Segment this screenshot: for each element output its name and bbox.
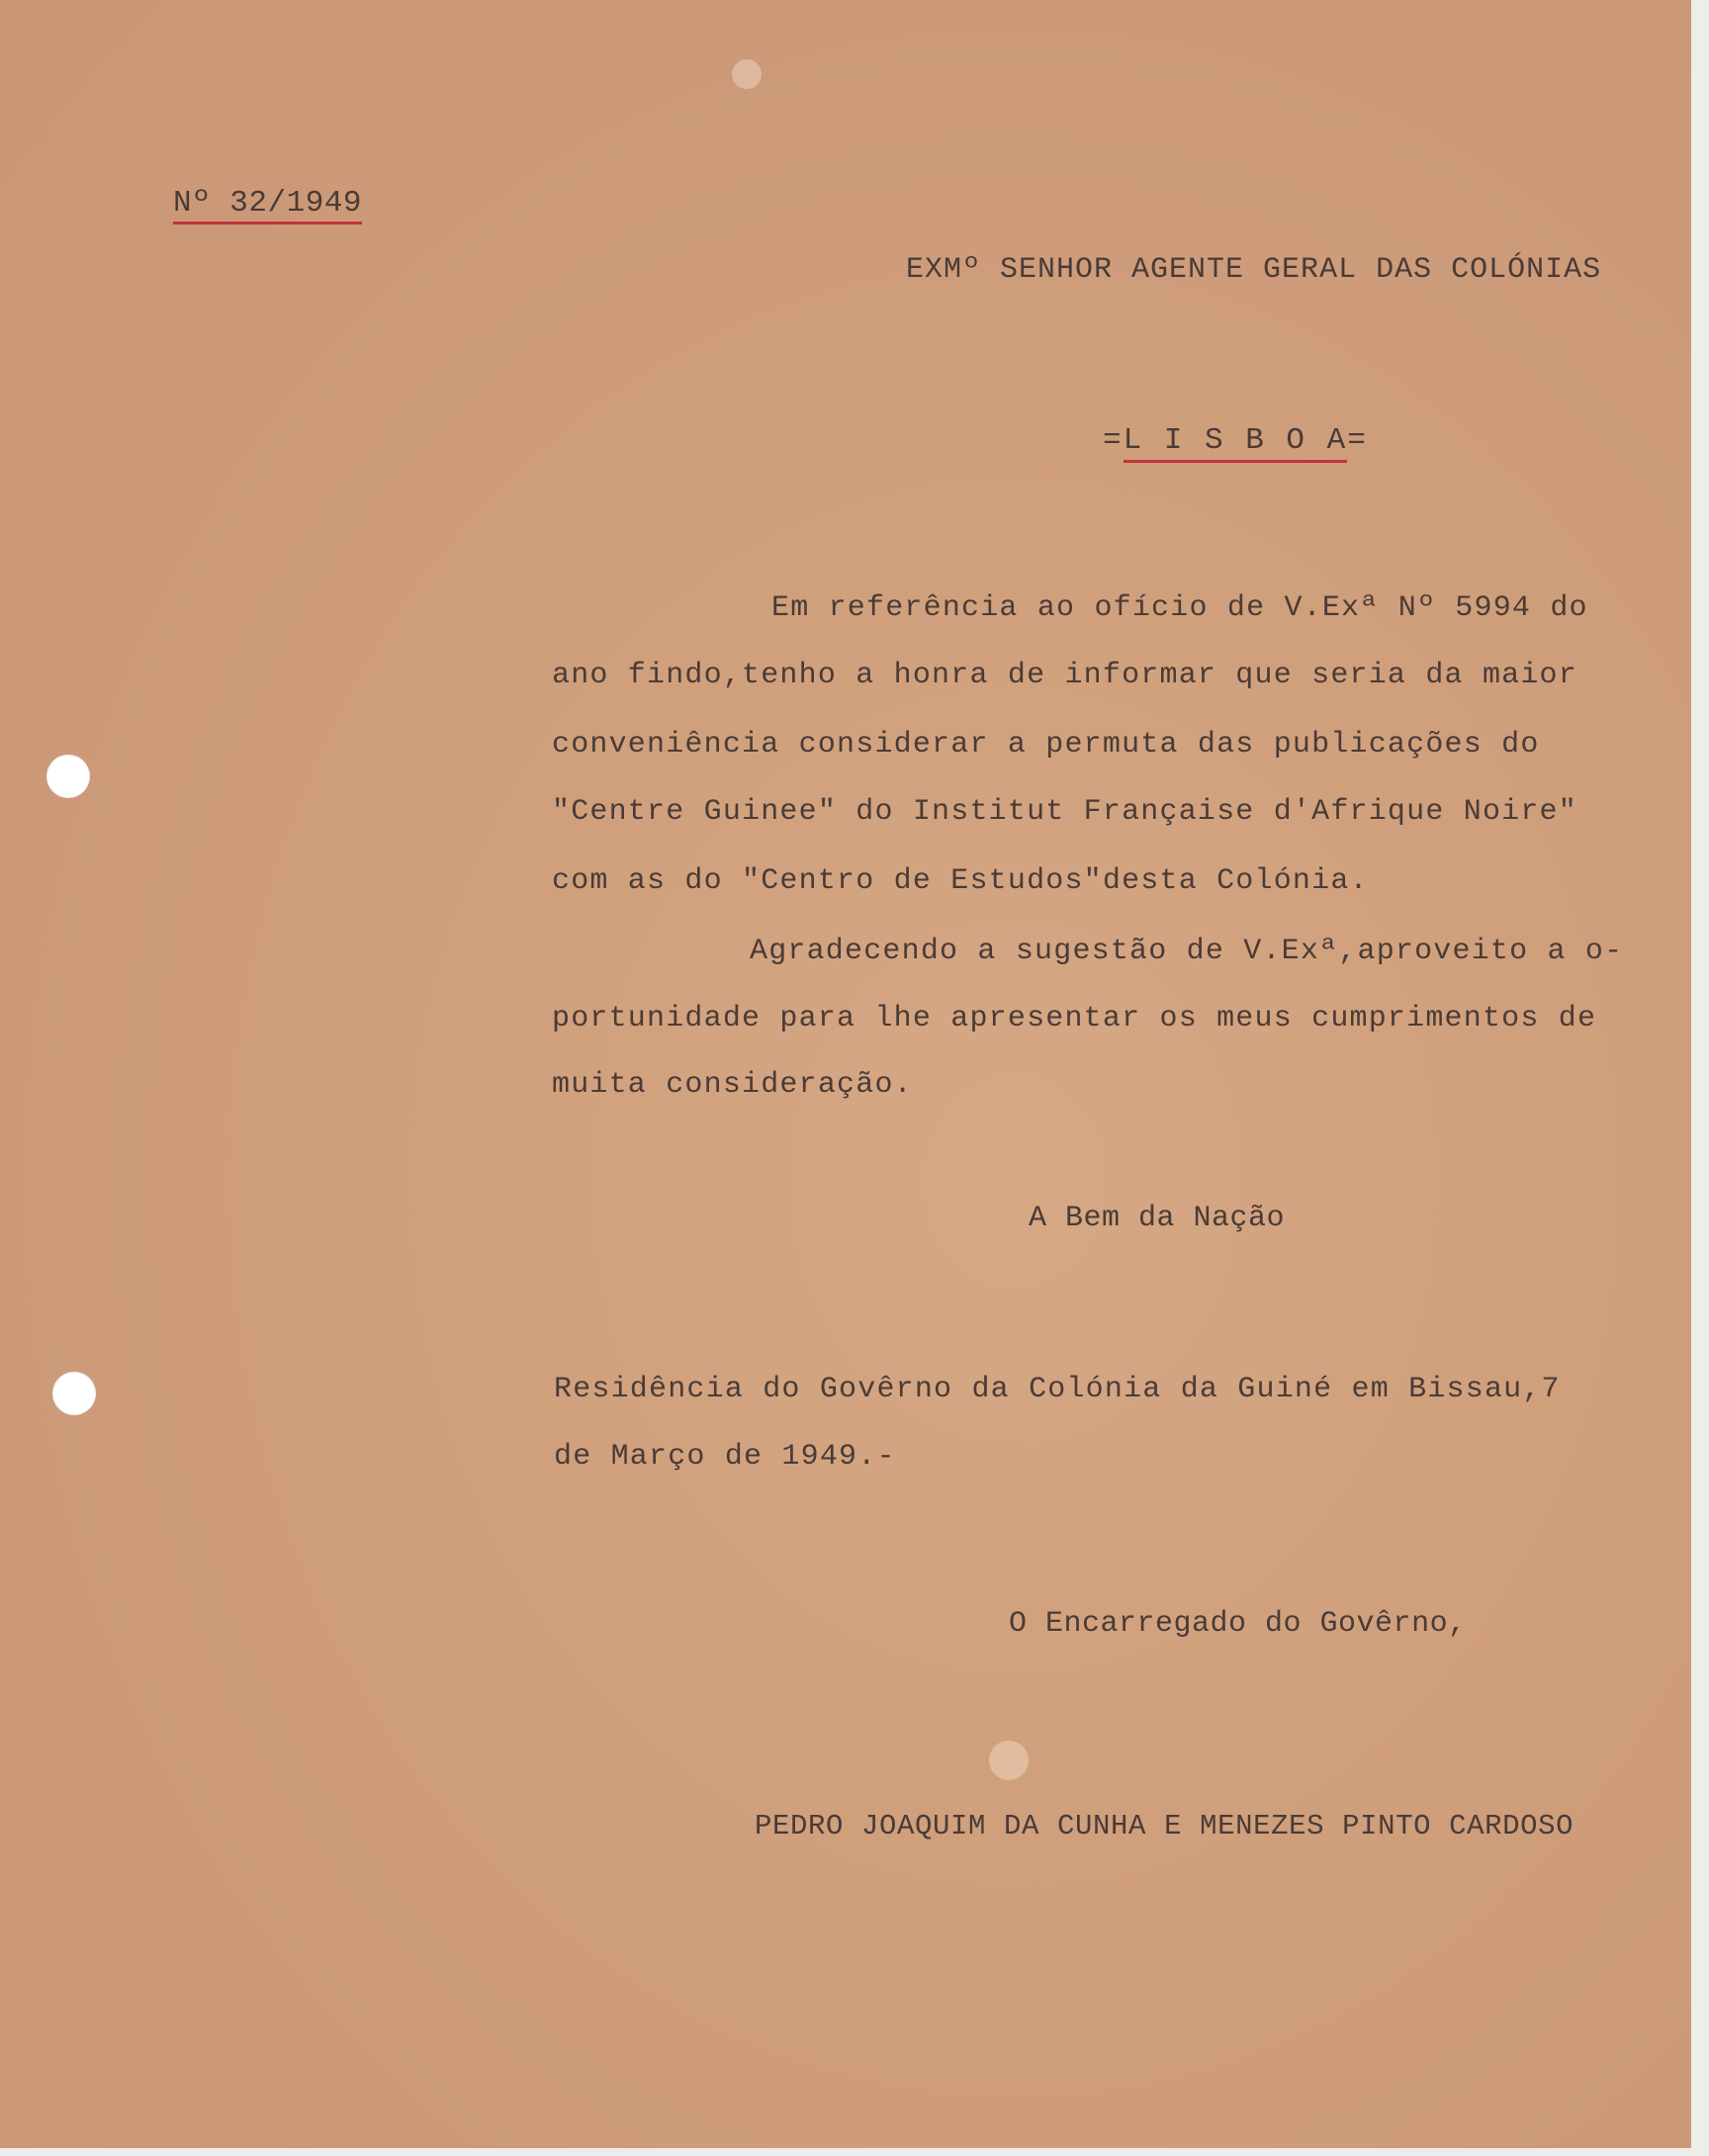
body-line: muita consideração.	[552, 1068, 913, 1102]
city-name: L I S B O A	[1124, 423, 1348, 463]
body-line: portunidade para lhe apresentar os meus cumprimentos de	[552, 1002, 1597, 1035]
place-date-line: de Março de 1949.-	[554, 1440, 896, 1474]
signature-title: O Encarregado do Govêrno,	[1009, 1607, 1467, 1641]
paper-spot	[989, 1741, 1029, 1780]
reference-number: Nº 32/1949	[173, 186, 362, 225]
closing-formula: A Bem da Nação	[1029, 1202, 1286, 1235]
place-date-line: Residência do Govêrno da Colónia da Guiné em Bissau,7	[554, 1373, 1561, 1406]
signatory-name: PEDRO JOAQUIM DA CUNHA E MENEZES PINTO CARDOSO	[755, 1810, 1574, 1842]
city-heading	[1103, 423, 1368, 458]
punch-hole	[52, 1372, 96, 1415]
scan-border-right	[1691, 0, 1709, 2156]
city-prefix: =	[1103, 423, 1124, 458]
punch-hole	[46, 755, 90, 798]
city-suffix: =	[1347, 423, 1368, 458]
body-line: Agradecendo a sugestão de V.Exª,aproveito a o-	[750, 935, 1624, 968]
paper-spot	[732, 59, 762, 89]
body-line: com as do "Centro de Estudos"desta Colónia.	[552, 864, 1369, 898]
body-line: Em referência ao ofício de V.Exª Nº 5994 do	[771, 591, 1588, 625]
body-line: conveniência considerar a permuta das publicações do	[552, 728, 1540, 762]
body-line: "Centre Guinee" do Institut Française d'Afrique Noire"	[552, 795, 1577, 829]
body-line: ano findo,tenho a honra de informar que seria da maior	[552, 659, 1577, 692]
addressee-line: EXMº SENHOR AGENTE GERAL DAS COLÓNIAS	[906, 253, 1602, 287]
scan-border-bottom	[0, 2148, 1709, 2156]
